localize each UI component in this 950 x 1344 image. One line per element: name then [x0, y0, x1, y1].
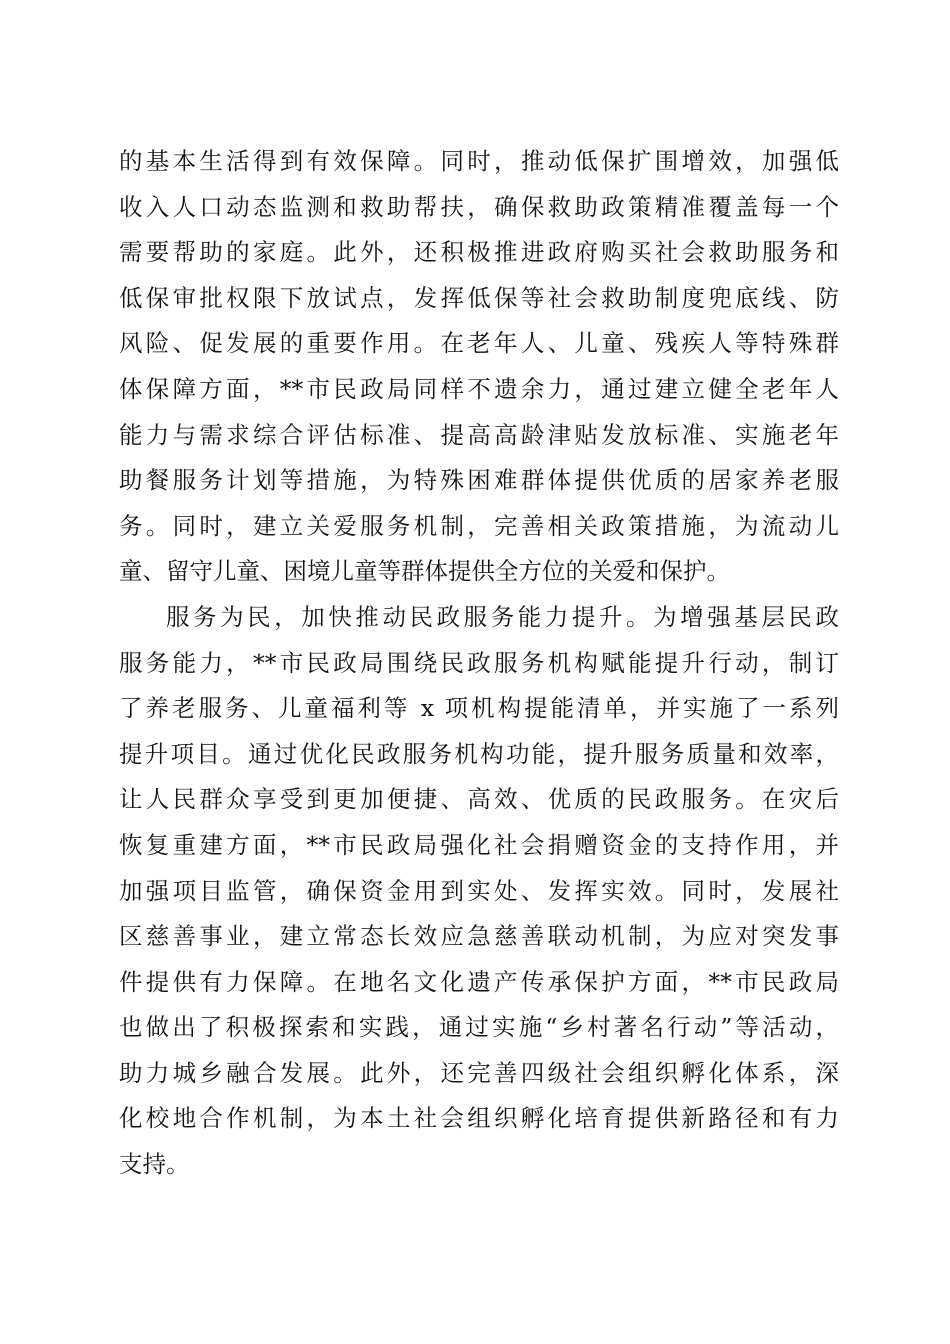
text-line: 件提供有力保障。在地名文化遗产传承保护方面，**市民政局 — [119, 967, 839, 996]
text-line: 服务为民，加快推动民政服务能力提升。为增强基层民政 — [166, 602, 839, 631]
text-line: 风险、促发展的重要作用。在老年人、儿童、残疾人等特殊群 — [119, 329, 839, 358]
text-line: 助餐服务计划等措施，为特殊困难群体提供优质的居家养老服 — [119, 466, 839, 495]
text-line: 的基本生活得到有效保障。同时，推动低保扩围增效，加强低 — [119, 147, 839, 175]
paragraph-2 — [119, 595, 839, 1188]
text-line: 了养老服务、儿童福利等 x 项机构提能清单，并实施了一系列 — [119, 694, 839, 723]
text-line: 能力与需求综合评估标准、提高高龄津贴发放标准、实施老年 — [119, 420, 839, 449]
text-line: 化校地合作机制，为本土社会组织孵化培育提供新路径和有力 — [119, 1104, 839, 1133]
text-line: 恢复重建方面，**市民政局强化社会捐赠资金的支持作用，并 — [119, 830, 839, 859]
body-text — [119, 139, 839, 1188]
text-line: 童、留守儿童、困境儿童等群体提供全方位的关爱和保护。 — [119, 557, 730, 586]
text-line: 区慈善事业，建立常态长效应急慈善联动机制，为应对突发事 — [119, 922, 839, 951]
text-line: 也做出了积极探索和实践，通过实施“乡村著名行动”等活动， — [119, 1013, 839, 1042]
text-line: 务。同时，建立关爱服务机制，完善相关政策措施，为流动儿 — [119, 511, 839, 540]
text-line: 体保障方面，**市民政局同样不遗余力，通过建立健全老年人 — [119, 374, 839, 403]
text-line: 助力城乡融合发展。此外，还完善四级社会组织孵化体系，深 — [119, 1058, 839, 1087]
text-line: 需要帮助的家庭。此外，还积极推进政府购买社会救助服务和 — [119, 238, 839, 267]
text-line: 低保审批权限下放试点，发挥低保等社会救助制度兜底线、防 — [119, 283, 839, 312]
paragraph-1 — [119, 139, 839, 595]
text-line: 加强项目监管，确保资金用到实处、发挥实效。同时，发展社 — [119, 876, 839, 905]
text-line: 收入人口动态监测和救助帮扶，确保救助政策精准覆盖每一个 — [119, 192, 839, 221]
text-line: 服务能力，**市民政局围绕民政服务机构赋能提升行动，制订 — [119, 648, 839, 677]
text-line: 提升项目。通过优化民政服务机构功能，提升服务质量和效率， — [119, 739, 839, 768]
text-line: 让人民群众享受到更加便捷、高效、优质的民政服务。在灾后 — [119, 785, 839, 814]
text-line: 支持。 — [119, 1150, 190, 1179]
